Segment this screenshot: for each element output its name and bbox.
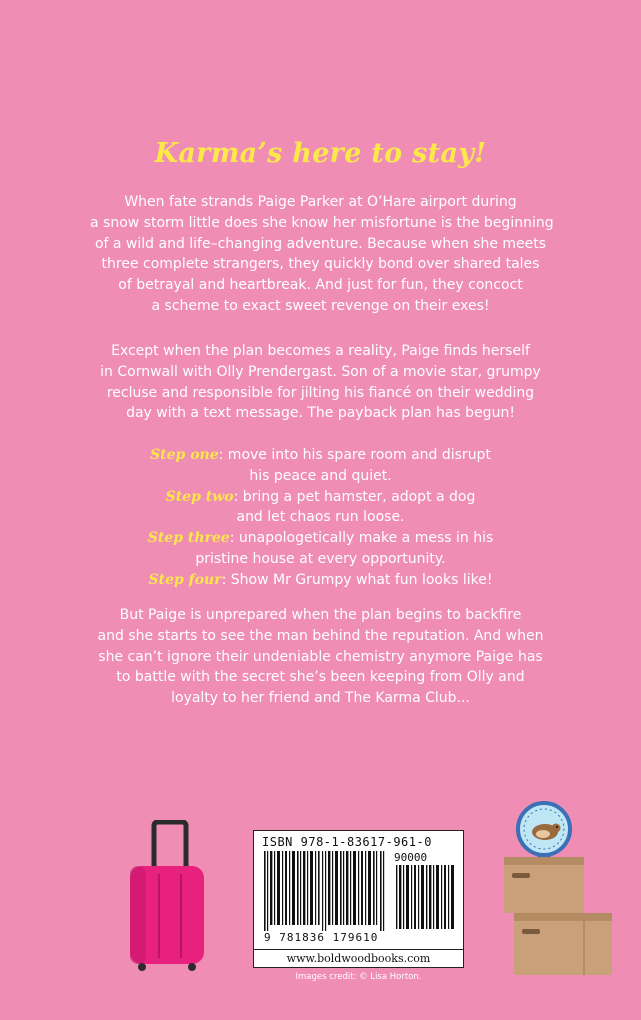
text-line: recluse and responsible for jilting his fiancé on their wedding: [106, 384, 535, 401]
blurb-paragraph-4: [90, 605, 551, 709]
text-line: When fate strands Paige Parker at O’Hare airport during: [124, 194, 517, 210]
blurb-paragraph-1: [90, 192, 554, 317]
barcode-digits: 9 781836 179610: [264, 931, 379, 944]
suitcase-illustration: [126, 820, 208, 972]
text-line: a snow storm little does she know her misfortune is the beginning: [90, 214, 554, 231]
image-credit: Images credit: © Lisa Horton.: [295, 972, 422, 982]
text-line: a scheme to exact sweet revenge on their exes!: [151, 297, 490, 314]
text-line: of a wild and life–changing adventure. Because when she meets: [94, 235, 547, 252]
step-text-continued: his peace and quiet.: [249, 467, 392, 484]
step-text: : Show Mr Grumpy what fun looks like!: [221, 571, 493, 588]
step-text-continued: and let chaos run loose.: [236, 509, 405, 526]
text-line: three complete strangers, they quickly bond over shared tales: [101, 256, 540, 273]
step-text: : move into his spare room and disrupt: [218, 447, 491, 463]
price-barcode-bars: [394, 865, 458, 929]
step-two: [90, 487, 551, 508]
boxes-hamster-illustration: [500, 795, 618, 977]
barcode-bars: [260, 851, 390, 931]
text-line: to battle with the secret she’s been keeping from Olly and: [116, 669, 525, 686]
step-text: : unapologetically make a mess in his: [229, 530, 494, 547]
step-four: [90, 570, 551, 591]
text-line: day with a text message. The payback plan has begun!: [126, 405, 515, 422]
text-line: and she starts to see the man behind the reputation. And when: [97, 627, 544, 644]
step-three: [90, 528, 551, 549]
text-line: she can’t ignore their undeniable chemistry anymore Paige has: [98, 648, 543, 665]
text-line: loyalty to her friend and The Karma Club...: [171, 690, 470, 707]
step-one: [90, 445, 551, 466]
step-text-continued: pristine house at every opportunity.: [195, 550, 446, 567]
step-label: Step four: [148, 571, 222, 588]
step-label: Step three: [147, 530, 230, 547]
text-line: in Cornwall with Olly Prendergast. Son of a movie star, grumpy: [100, 363, 541, 380]
step-label: Step one: [150, 447, 219, 463]
text-line: Except when the plan becomes a reality, Paige finds herself: [111, 343, 530, 359]
headline: Karma’s here to stay!: [154, 138, 487, 169]
barcode-block: [253, 830, 464, 968]
isbn-number: ISBN 978-1-83617-961-0: [262, 835, 432, 849]
publisher-website[interactable]: www.boldwoodbooks.com: [254, 949, 463, 965]
blurb-paragraph-2: [90, 341, 551, 424]
text-line: But Paige is unprepared when the plan begins to backfire: [119, 607, 522, 623]
step-text: : bring a pet hamster, adopt a dog: [233, 488, 476, 505]
step-label: Step two: [165, 488, 234, 505]
steps-list: [90, 445, 551, 591]
price-code: 90000: [394, 851, 428, 864]
text-line: of betrayal and heartbreak. And just for fun, they concoct: [118, 277, 523, 294]
